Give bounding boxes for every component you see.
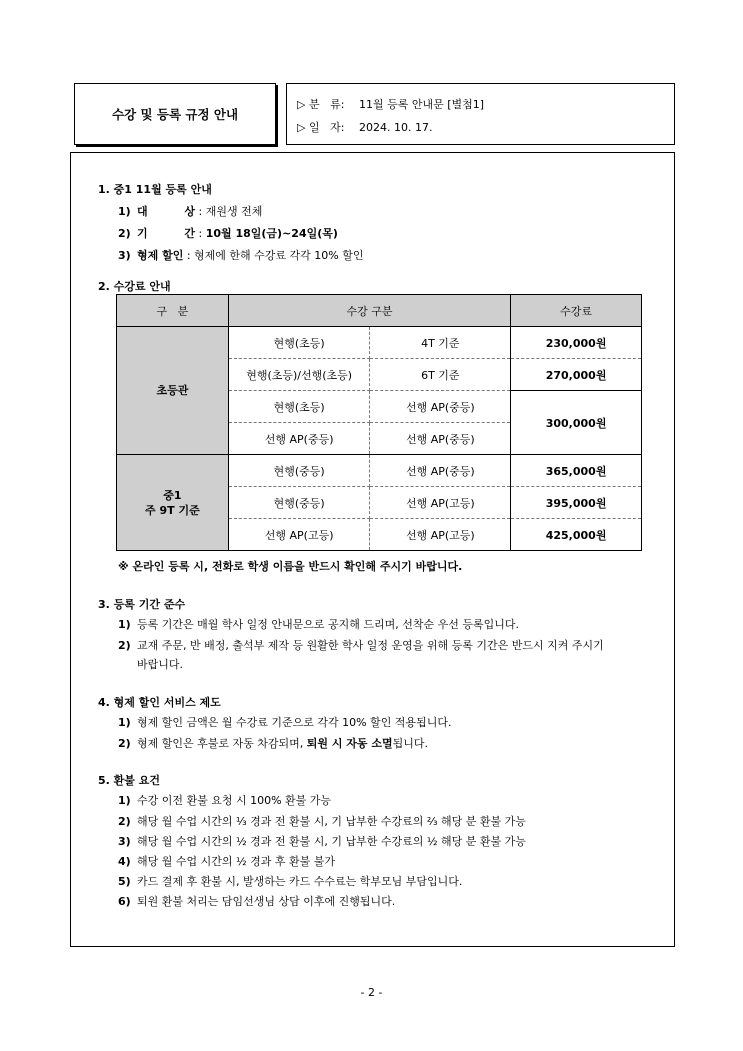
section-2-title: 2. 수강료 안내 — [98, 280, 171, 293]
item-num: 6) — [118, 895, 131, 908]
item-num: 2) — [118, 639, 131, 652]
section-4-title: 4. 형제 할인 서비스 제도 — [98, 696, 221, 709]
key-part-b: 간 — [184, 227, 195, 240]
section-5-title: 5. 환불 요건 — [98, 774, 160, 787]
item-num: 3) — [118, 835, 131, 848]
table-cell: 6T 기준 — [370, 359, 511, 391]
item-text: 형제 할인 금액은 월 수강료 기준으로 각각 10% 할인 적용됩니다. — [137, 716, 452, 729]
sec1-item-1 — [118, 203, 262, 219]
table-cell: 선행 AP(중등) — [228, 423, 370, 455]
item-num: 4) — [118, 855, 131, 868]
meta-category-value: 11월 등록 안내문 [별첨1] — [359, 98, 485, 111]
item-num: 1) — [118, 618, 131, 631]
item-num: 2) — [118, 815, 131, 828]
item-text: 형제 할인은 후불로 자동 차감되며, — [137, 737, 307, 750]
key-part-a: 기 — [137, 227, 148, 240]
sec1-item-2 — [118, 225, 338, 241]
item-text: 교재 주문, 반 배정, 출석부 제작 등 원활한 학사 일정 운영을 위해 등록 기간은 반드시 지켜 주시기 — [137, 639, 604, 652]
fee-table — [116, 294, 642, 551]
group-elementary: 초등관 — [117, 327, 229, 455]
sec1-item-3 — [118, 247, 364, 263]
sec5-item-3 — [118, 833, 526, 849]
group-middle-line-2: 주 9T 기준 — [145, 503, 200, 517]
item-text: 해당 월 수업 시간의 ½ 경과 전 환불 시, 기 납부한 수강료의 ½ 해당 분 환불 가능 — [137, 835, 526, 848]
section-3-title: 3. 등록 기간 준수 — [98, 598, 186, 611]
document-meta — [286, 83, 675, 145]
table-row — [117, 327, 642, 359]
item-num: 1) — [118, 205, 131, 218]
sec3-item-2-cont — [137, 656, 183, 672]
key-part-a: 대 — [137, 205, 148, 218]
item-value: 형제에 한해 수강료 각각 10% 할인 — [194, 249, 364, 262]
section-1-title: 1. 중1 11월 등록 안내 — [98, 183, 212, 196]
meta-date-value: 2024. 10. 17. — [359, 121, 433, 134]
table-cell: 현행(초등)/선행(초등) — [228, 359, 370, 391]
item-num: 1) — [118, 716, 131, 729]
key-part-b: 상 — [184, 205, 195, 218]
item-text: 수강 이전 환불 요청 시 100% 환불 가능 — [137, 794, 332, 807]
item-text-bold: 퇴원 시 자동 소멸 — [306, 737, 393, 750]
item-text: 해당 월 수업 시간의 ½ 경과 후 환불 불가 — [137, 855, 336, 868]
header-course-type: 수강 구분 — [228, 295, 510, 327]
item-num: 5) — [118, 875, 131, 888]
fee-table-header — [117, 295, 642, 327]
item-value: 재원생 전체 — [205, 205, 263, 218]
header-category: 구 분 — [117, 295, 229, 327]
sec5-item-1 — [118, 792, 331, 808]
item-key: 형제 할인 — [137, 249, 184, 262]
item-num: 2) — [118, 737, 131, 750]
table-cell: 선행 AP(고등) — [370, 487, 511, 519]
table-cell: 선행 AP(고등) — [228, 519, 370, 551]
item-text: 퇴원 환불 처리는 담임선생님 상담 이후에 진행됩니다. — [137, 895, 396, 908]
page-number: - 2 - — [360, 986, 383, 999]
group-middle-line-1: 중1 — [163, 488, 182, 502]
item-sep: : — [183, 249, 195, 262]
price-cell: 230,000원 — [511, 327, 642, 359]
price-cell: 365,000원 — [511, 455, 642, 487]
price-cell: 425,000원 — [511, 519, 642, 551]
sec5-item-6 — [118, 893, 395, 909]
table-cell: 현행(초등) — [228, 327, 370, 359]
table-cell: 선행 AP(중등) — [370, 423, 511, 455]
price-cell: 395,000원 — [511, 487, 642, 519]
meta-category — [297, 93, 674, 116]
item-text-continued: 바랍니다. — [137, 658, 184, 671]
item-sep: : — [195, 205, 206, 218]
table-row — [117, 455, 642, 487]
item-num: 3) — [118, 249, 131, 262]
sec4-item-2 — [118, 735, 428, 751]
item-num: 2) — [118, 227, 131, 240]
sec3-item-1 — [118, 616, 519, 632]
item-value: 10월 18일(금)~24일(목) — [205, 227, 338, 240]
table-cell: 현행(초등) — [228, 391, 370, 423]
item-key — [137, 225, 195, 241]
main-content — [70, 152, 675, 947]
table-cell: 선행 AP(중등) — [370, 391, 511, 423]
item-text-end: 됩니다. — [392, 737, 428, 750]
item-text: 카드 결제 후 환불 시, 발생하는 카드 수수료는 학부모님 부담입니다. — [137, 875, 463, 888]
sec5-item-2 — [118, 813, 526, 829]
meta-category-key: ▷ 분 류: — [297, 98, 345, 111]
sec4-item-1 — [118, 714, 451, 730]
sec3-item-2 — [118, 637, 604, 653]
item-sep: : — [195, 227, 206, 240]
price-cell: 300,000원 — [511, 391, 642, 455]
table-cell: 현행(중등) — [228, 487, 370, 519]
table-cell: 선행 AP(중등) — [370, 455, 511, 487]
document-title-text: 수강 및 등록 규정 안내 — [111, 107, 239, 122]
item-text: 등록 기간은 매월 학사 일정 안내문으로 공지해 드리며, 선착순 우선 등록입니다. — [137, 618, 519, 631]
meta-date-key: ▷ 일 자: — [297, 121, 345, 134]
item-num: 1) — [118, 794, 131, 807]
meta-date — [297, 116, 674, 139]
registration-note: ※ 온라인 등록 시, 전화로 학생 이름을 반드시 확인해 주시기 바랍니다. — [118, 560, 463, 573]
sec5-item-5 — [118, 873, 462, 889]
price-cell: 270,000원 — [511, 359, 642, 391]
document-title — [74, 83, 276, 145]
item-text: 해당 월 수업 시간의 ⅓ 경과 전 환불 시, 기 납부한 수강료의 ⅔ 해당 분 환불 가능 — [137, 815, 526, 828]
table-cell: 4T 기준 — [370, 327, 511, 359]
group-middle-1 — [117, 455, 229, 551]
item-key — [137, 203, 195, 219]
table-cell: 현행(중등) — [228, 455, 370, 487]
sec5-item-4 — [118, 853, 335, 869]
table-cell: 선행 AP(고등) — [370, 519, 511, 551]
header-fee: 수강료 — [511, 295, 642, 327]
